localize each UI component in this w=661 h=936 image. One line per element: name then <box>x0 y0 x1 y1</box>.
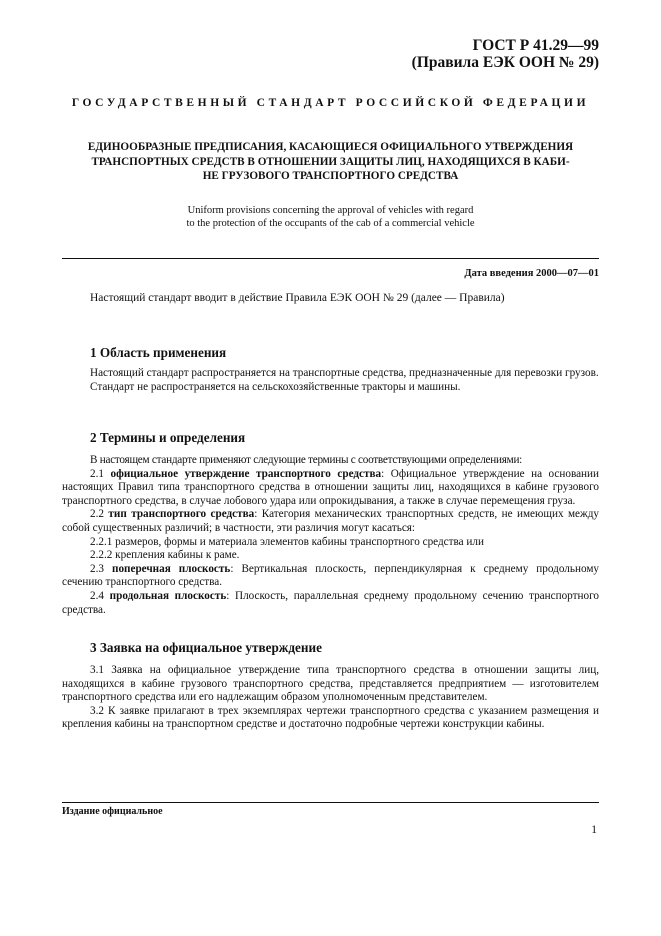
title-line: ТРАНСПОРТНЫХ СРЕДСТВ В ОТНОШЕНИИ ЗАЩИТЫ ЛИЦ, НАХОДЯЩИХСЯ В КАБИ- <box>91 155 570 168</box>
page-number: 1 <box>591 824 597 836</box>
english-title-line: to the protection of the occupants of the cab of a commercial vehicle <box>186 217 475 229</box>
definition-2-2-2: 2.2.2 крепления кабины к раме. <box>90 549 240 562</box>
title-line: ЕДИНООБРАЗНЫЕ ПРЕДПИСАНИЯ, КАСАЮЩИЕСЯ ОФИЦИАЛЬНОГО УТВЕРЖДЕНИЯ <box>87 141 574 153</box>
section-2-heading: 2 Термины и определения <box>90 430 246 445</box>
paragraph: 3.2 К заявке прилагают в трех экземплярах чертежи транспортного средства с указанием размещения и крепления кабины на транспортном средстве и достаточно подробные чертежи конструкции кабины. <box>62 704 599 731</box>
standard-code <box>412 37 599 71</box>
definition-number: 2.1 <box>90 467 104 480</box>
definition-2-2 <box>62 508 599 535</box>
definition-number: 2.3 <box>90 562 104 575</box>
standard-code-line2: (Правила ЕЭК ООН № 29) <box>411 54 599 71</box>
definition-number: 2.4 <box>90 589 104 602</box>
definition-2-2-1: 2.2.1 размеров, формы и материала элементов кабины транспортного средства или <box>90 535 484 548</box>
defined-term: поперечная плоскость <box>112 562 231 575</box>
standard-code-line1: ГОСТ Р 41.29—99 <box>472 37 599 54</box>
section-3-body <box>62 664 599 732</box>
state-standard-heading: ГОСУДАРСТВЕННЫЙ СТАНДАРТ РОССИЙСКОЙ ФЕДЕРАЦИИ <box>71 97 590 109</box>
paragraph: Настоящий стандарт распространяется на транспортные средства, предназначенные для перевозки грузов. <box>90 367 599 379</box>
header-divider <box>62 258 599 259</box>
definition-text: : Официальное утверждение на основании настоящих Правил типа транспортного средства в отношении защиты лиц, находящихся в кабине грузового транспортного средства, в случае лобового удара или опрокидывания, а также в случае перемещения груза. <box>62 467 600 507</box>
definition-text: : Плоскость, параллельная среднему продольному сечению транспортного средства. <box>62 589 599 616</box>
title-line: НЕ ГРУЗОВОГО ТРАНСПОРТНОГО СРЕДСТВА <box>202 170 459 182</box>
definition-text: : Категория механических транспортных средств, не имеющих между собой существенных различий; в частности, эти различия могут касаться: <box>62 508 600 534</box>
paragraph: 3.1 Заявка на официальное утверждение типа транспортного средства в отношении защиты лиц, находящихся в кабине грузового транспортного средства, представляется предприятием — изготовителем транспортного средства или его надлежащим образом уполномоченным представителем. <box>62 664 599 704</box>
definition-text: : Вертикальная плоскость, перпендикулярная к среднему продольному сечению транспортного средства. <box>62 562 600 589</box>
english-title-line: Uniform provisions concerning the approval of vehicles with regard <box>187 205 474 216</box>
footer-divider <box>62 802 599 803</box>
section-3-heading: 3 Заявка на официальное утверждение <box>90 640 322 655</box>
section-1-body <box>62 367 599 394</box>
defined-term: официальное утверждение транспортного средства <box>110 467 382 480</box>
defined-term: продольная плоскость <box>109 589 227 602</box>
section-2-body <box>62 454 599 617</box>
definition-number: 2.2 <box>90 508 104 521</box>
section-1-heading: 1 Область применения <box>90 345 227 360</box>
definition-2-1 <box>62 468 599 509</box>
paragraph: В настоящем стандарте применяют следующие термины с соответствующими определениями: <box>90 454 523 466</box>
defined-term: тип транспортного средства <box>108 508 255 521</box>
effective-date: Дата введения 2000—07—01 <box>464 268 599 279</box>
document-title <box>62 140 599 184</box>
definition-2-4 <box>62 590 599 617</box>
intro-paragraph: Настоящий стандарт вводит в действие Правила ЕЭК ООН № 29 (далее — Правила) <box>90 292 505 304</box>
definition-2-3 <box>62 563 599 590</box>
official-edition-label: Издание официальное <box>62 806 163 817</box>
english-title <box>62 205 599 230</box>
paragraph: Стандарт не распространяется на сельскохозяйственные тракторы и машины. <box>90 380 461 393</box>
